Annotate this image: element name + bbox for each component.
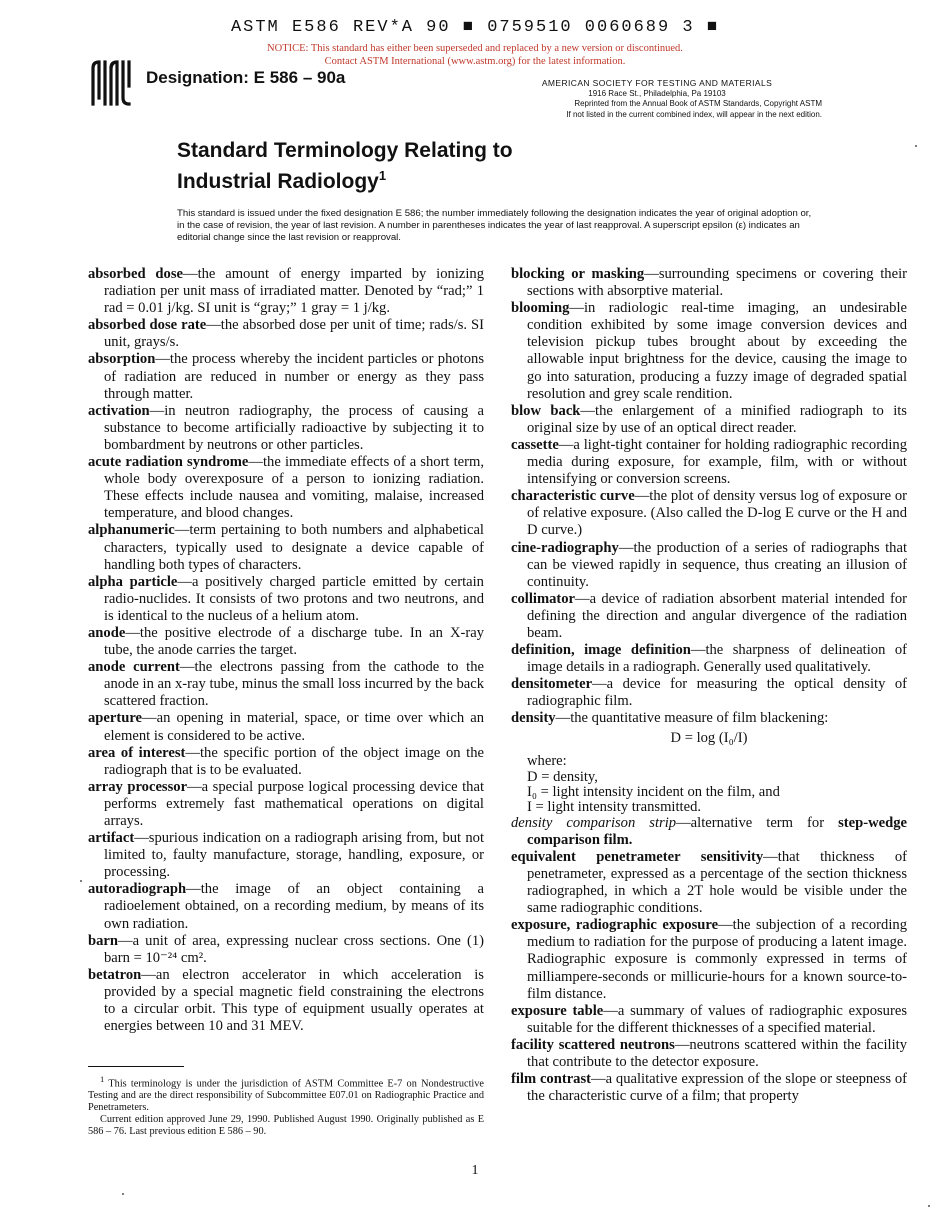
term-entry [511, 591, 907, 642]
definition: —a unit of area, expressing nuclear cross sections. One (1) barn = 10⁻²⁴ cm². [104, 932, 484, 966]
term: array processor [88, 778, 188, 795]
where-row: I = light intensity transmitted. [527, 798, 702, 815]
term-entry [511, 403, 907, 437]
term: blooming [511, 300, 570, 317]
term-entry [88, 574, 484, 625]
term: exposure table [511, 1002, 604, 1019]
footnote-text: This terminology is under the jurisdiction of ASTM Committee E-7 on Nondestructive Testing and are the direct responsibility of Subcommittee E07.01 on Radiographic Practice and Penetrameters. [88, 1078, 485, 1114]
definition: —the quantitative measure of film blackening: [555, 710, 829, 727]
definition: —a light-tight container for holding radiographic recording media during exposure, for example, film, with or without intensifying or conversion screens. [527, 436, 907, 488]
term: activation [88, 402, 150, 419]
term-entry [511, 1003, 907, 1037]
definition: —in radiologic real-time imaging, an undesirable condition exhibited by some image conversion devices and television pickup tubes brought about by exceeding the allowable input brightness for the device, causing the image to go into saturation, producing a fuzzy image of degraded spatial resolution and grey scale rendition. [527, 300, 907, 402]
definition: —the electrons passing from the cathode to the anode in an x-ray tube, minus the small loss incurred by the back scattered fraction. [104, 659, 484, 710]
term: definition, image definition [511, 642, 691, 659]
notice-line-1: NOTICE: This standard has either been superseded and replaced by a new version or discontinued. [267, 43, 683, 54]
right-column [511, 266, 907, 1105]
term-entry [511, 710, 907, 727]
term: alpha particle [88, 573, 178, 590]
term-entry [88, 830, 484, 881]
definition: —a special purpose logical processing device that performs extremely fast mathematical operations on digital arrays. [104, 778, 484, 829]
definition: —a device for measuring the optical density of radiographic film. [527, 676, 907, 710]
term: anode [88, 624, 126, 641]
title-line-1: Standard Terminology Relating to [177, 139, 513, 162]
astm-logo-icon [88, 58, 134, 108]
term: autoradiograph [88, 881, 187, 898]
term: blocking or masking [511, 266, 645, 282]
title-line-2: Industrial Radiology [177, 170, 379, 193]
term: facility scattered neutrons [511, 1036, 675, 1053]
term-entry [88, 710, 484, 744]
term: alphanumeric [88, 522, 175, 539]
term: characteristic curve [511, 488, 635, 505]
footnote-divider [88, 1066, 184, 1067]
term: betatron [88, 966, 142, 983]
footnote-paragraph: Current edition approved June 29, 1990. Published August 1990. Originally published as E 586 – 76. Last previous edition E 586 – 90. [88, 1114, 484, 1138]
definition: —the production of a series of radiographs that can be viewed rapidly in sequence, thus creating an illusion of continuity. [527, 539, 907, 590]
term: exposure, radiographic exposure [511, 917, 719, 934]
term: absorption [88, 351, 156, 368]
term: film contrast [511, 1071, 592, 1088]
definition: —a summary of values of radiographic exposures suitable for the different thicknesses of a specified material. [527, 1002, 907, 1036]
designation: Designation: E 586 – 90a [146, 68, 346, 87]
society-name: AMERICAN SOCIETY FOR TESTING AND MATERIALS [541, 78, 773, 88]
term-entry [511, 1071, 907, 1105]
definition: —an opening in material, space, or time over which an element is considered to be active. [104, 710, 484, 744]
term: cassette [511, 436, 559, 453]
term-entry [88, 266, 484, 317]
term-entry [511, 642, 907, 676]
term-entry [511, 437, 907, 488]
definition: —the process whereby the incident particles or photons of radiation are reduced in number or energy as they pass through matter. [104, 351, 484, 402]
term: density comparison strip [511, 814, 677, 831]
density-formula: D = log (I₀/I) [670, 729, 748, 746]
definition: —the plot of density versus log of exposure or of relative exposure. (Also called the D-log E curve or the H and D curve.) [527, 488, 908, 539]
scan-speck [122, 1193, 124, 1195]
where-label: where: [527, 752, 567, 769]
term-entry [88, 317, 484, 351]
term: absorbed dose [88, 266, 183, 282]
term-entry [511, 266, 907, 300]
term-entry [511, 815, 907, 849]
page-number: 1 [471, 1163, 479, 1178]
definition: —spurious indication on a radiograph arising from, but not limited to, faulty manufacture, storage, handling, exposure, or processing. [104, 830, 484, 881]
term-entry [511, 488, 907, 539]
definition: —the subjection of a recording medium to radiation for the purpose of producing a latent image. Radiographic exposure is commonly expressed in terms of milliampere-seconds or millicurie-hours for a known source-to-film distance. [527, 917, 907, 1002]
definition: —term pertaining to both numbers and alphabetical characters, typically used to designate a device capable of handling both types of characters. [104, 522, 484, 573]
definition: —the sharpness of delineation of image details in a radiograph. Generally used qualitatively. [527, 642, 907, 676]
where-row: I₀ = light intensity incident on the film, and [527, 783, 780, 800]
left-column [88, 266, 484, 1035]
term-entry [511, 676, 907, 710]
society-address: 1916 Race St., Philadelphia, Pa 19103 [588, 88, 726, 98]
definition: —neutrons scattered within the facility that contribute to the detector exposure. [527, 1036, 907, 1071]
definition: —surrounding specimens or covering their sections with absorptive material. [527, 266, 907, 300]
term-entry [88, 967, 484, 1035]
supersede-notice [0, 42, 950, 68]
term: anode current [88, 659, 180, 676]
term-entry [88, 745, 484, 779]
index-note: If not listed in the current combined index, will appear in the next edition. [566, 109, 822, 119]
page-title [177, 138, 597, 194]
definition: —a qualitative expression of the slope or steepness of the characteristic curve of a film; that property [527, 1071, 907, 1105]
term: equivalent penetrameter sensitivity [511, 848, 764, 865]
term: density [511, 710, 556, 727]
term-entry [511, 917, 907, 1002]
term: aperture [88, 710, 143, 727]
where-row: D = density, [527, 768, 598, 785]
intro-paragraph: This standard is issued under the fixed designation E 586; the number immediately following the designation indicates the year of original adoption or, in the case of revision, the year of last revision. A number in parentheses indicates the year of last reapproval. A superscript epsilon (ε) indicates an editorial change since the last revision or reapproval. [177, 208, 812, 243]
definition: —the immediate effects of a short term, whole body overexposure of a person to ionizing radiation. These effects include nausea and vomiting, malaise, increased temperature, and blood changes. [104, 454, 484, 522]
definition: —a positively charged particle emitted by certain radio-nuclides. It consists of two protons and two neutrons, and is identical to the nucleus of a helium atom. [104, 573, 484, 624]
term-entry [511, 849, 907, 917]
document-code-line: ASTM E586 REV*A 90 ■ 0759510 0060689 3 ■ [230, 18, 720, 37]
term-entry [88, 881, 484, 932]
term: acute radiation syndrome [88, 454, 249, 471]
definition: —that thickness of penetrameter, expressed as a percentage of the section thickness radiographed, in which a 2T hole would be visible under the same radiographic conditions. [527, 848, 907, 917]
term-entry [88, 659, 484, 710]
term-entry [88, 454, 484, 522]
term: area of interest [88, 744, 186, 761]
definition: —the amount of energy imparted by ionizing radiation per unit mass of irradiated matter. Denoted by “rad;” 1 rad = 0.01 j/kg. SI unit is “gray;” 1 gray = 1 j/kg. [104, 266, 485, 317]
title-footnote-ref: 1 [378, 168, 387, 183]
term-entry [511, 540, 907, 591]
definition: —an electron accelerator in which acceleration is provided by a special magnetic field constraining the electrons to a circular orbit. This type of equipment usually operates at energies between 10 and 31 MEV. [104, 966, 484, 1035]
scan-speck [80, 880, 82, 882]
term: collimator [511, 590, 576, 607]
footnote-paragraph [88, 1073, 484, 1114]
definition: —the positive electrode of a discharge tube. In an X-ray tube, the anode carries the target. [104, 624, 484, 659]
cross-reference: step-wedge comparison film. [527, 814, 907, 848]
term-entry [88, 625, 484, 659]
scan-speck [915, 145, 917, 147]
definition: —the specific portion of the object image on the radiograph that is to be evaluated. [104, 744, 484, 778]
definition: —the image of an object containing a radioelement obtained, on a recording medium, by means of its own radiation. [104, 881, 484, 932]
reprint-note: Reprinted from the Annual Book of ASTM Standards, Copyright ASTM [574, 99, 822, 108]
term-entry [511, 300, 907, 403]
term-entry [88, 779, 484, 830]
term: absorbed dose rate [88, 317, 207, 334]
term: blow back [511, 402, 581, 419]
definition: —the absorbed dose per unit of time; rads/s. SI unit, grays/s. [104, 317, 484, 351]
notice-line-2: Contact ASTM International (www.astm.org) for the latest information. [324, 56, 626, 67]
footnote-marker: 1 [100, 1074, 105, 1084]
term-entry [88, 351, 484, 402]
term: barn [88, 932, 119, 949]
term: artifact [88, 830, 135, 847]
term: cine-radiography [511, 539, 619, 556]
term-entry [88, 403, 484, 454]
footnote [88, 1073, 484, 1138]
scan-speck [928, 1205, 930, 1207]
definition: —a device of radiation absorbent material intended for defining the direction and angular divergence of the radiation beam. [527, 590, 907, 641]
term-entry [511, 1037, 907, 1071]
society-block [492, 78, 822, 120]
definition: —the enlargement of a minified radiograph to its original size by use of an optical direct reader. [527, 402, 907, 436]
definition: —in neutron radiography, the process of causing a substance to become artificially radioactive by subjecting it to bombardment by neutrons or other particles. [104, 402, 484, 453]
term: densitometer [511, 676, 593, 693]
term-entry [88, 933, 484, 967]
term-entry [88, 522, 484, 573]
definition: —alternative term for [676, 814, 839, 831]
